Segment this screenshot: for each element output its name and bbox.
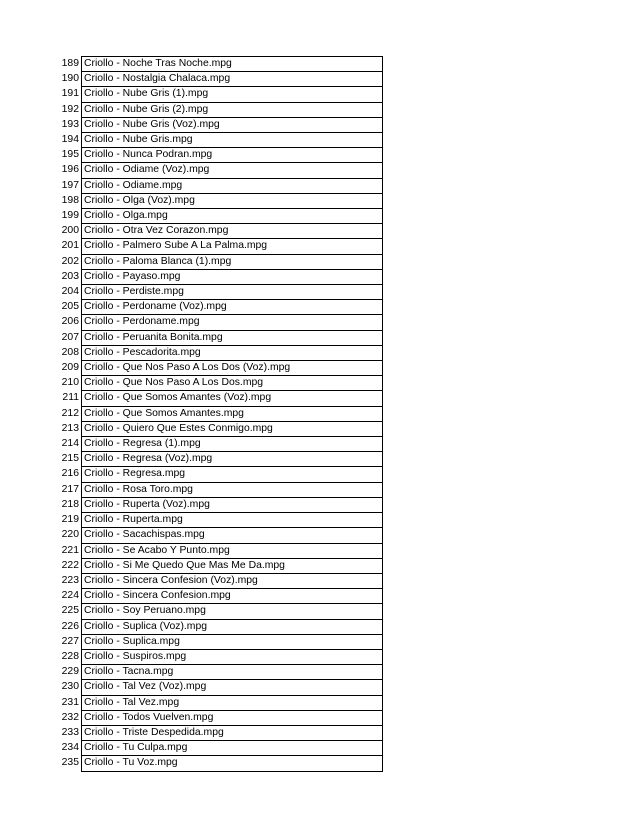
table-row <box>58 680 383 695</box>
table-row <box>58 421 383 436</box>
row-number: 196 <box>61 164 79 176</box>
table-row <box>58 376 383 391</box>
table-row <box>58 634 383 649</box>
file-name-cell[interactable]: Criollo - Quiero Que Estes Conmigo.mpg <box>82 421 383 436</box>
file-name-cell[interactable]: Criollo - Ruperta (Voz).mpg <box>82 497 383 512</box>
table-row <box>58 300 383 315</box>
file-name-cell[interactable]: Criollo - Que Nos Paso A Los Dos.mpg <box>82 376 383 391</box>
file-name-cell[interactable]: Criollo - Tacna.mpg <box>82 665 383 680</box>
file-name-cell[interactable]: Criollo - Tu Voz.mpg <box>82 756 383 771</box>
row-number: 202 <box>61 255 79 267</box>
table-row <box>58 330 383 345</box>
file-name-cell[interactable]: Criollo - Sacachispas.mpg <box>82 528 383 543</box>
row-number: 199 <box>61 210 79 222</box>
row-number: 204 <box>61 286 79 298</box>
table-row <box>58 87 383 102</box>
row-number: 208 <box>61 346 79 358</box>
row-number: 215 <box>61 453 79 465</box>
row-number: 207 <box>61 331 79 343</box>
file-name-cell[interactable]: Criollo - Si Me Quedo Que Mas Me Da.mpg <box>82 558 383 573</box>
table-row <box>58 102 383 117</box>
row-number: 230 <box>61 681 79 693</box>
file-name-cell[interactable]: Criollo - Perdoname.mpg <box>82 315 383 330</box>
row-number: 210 <box>61 377 79 389</box>
row-number: 209 <box>61 362 79 374</box>
row-number: 235 <box>61 757 79 769</box>
file-name-cell[interactable]: Criollo - Nunca Podran.mpg <box>82 148 383 163</box>
table-row <box>58 209 383 224</box>
row-number: 214 <box>61 438 79 450</box>
table-row <box>58 193 383 208</box>
row-number: 200 <box>61 225 79 237</box>
row-number: 217 <box>61 483 79 495</box>
table-row <box>58 528 383 543</box>
file-name-cell[interactable]: Criollo - Tal Vez.mpg <box>82 695 383 710</box>
table-row <box>58 589 383 604</box>
row-number: 201 <box>61 240 79 252</box>
row-number: 198 <box>61 194 79 206</box>
table-row <box>58 269 383 284</box>
file-name-cell[interactable]: Criollo - Ruperta.mpg <box>82 513 383 528</box>
file-name-cell[interactable]: Criollo - Regresa (1).mpg <box>82 437 383 452</box>
row-number: 228 <box>61 650 79 662</box>
table-row <box>58 178 383 193</box>
row-number: 216 <box>61 468 79 480</box>
table-row <box>58 482 383 497</box>
row-number: 189 <box>61 58 79 69</box>
file-name-cell[interactable]: Criollo - Paloma Blanca (1).mpg <box>82 254 383 269</box>
row-number: 212 <box>61 407 79 419</box>
file-name-cell[interactable]: Criollo - Odiame (Voz).mpg <box>82 163 383 178</box>
table-row <box>58 239 383 254</box>
file-name-cell[interactable]: Criollo - Perdiste.mpg <box>82 285 383 300</box>
row-number: 194 <box>61 134 79 146</box>
row-number: 191 <box>61 88 79 100</box>
file-name-cell[interactable]: Criollo - Sincera Confesion (Voz).mpg <box>82 573 383 588</box>
table-row <box>58 148 383 163</box>
row-number: 218 <box>61 498 79 510</box>
row-number: 206 <box>61 316 79 328</box>
table-row <box>58 573 383 588</box>
row-number: 220 <box>61 529 79 541</box>
row-number: 205 <box>61 301 79 313</box>
file-name-cell[interactable]: Criollo - Payaso.mpg <box>82 269 383 284</box>
file-name-cell[interactable]: Criollo - Odiame.mpg <box>82 178 383 193</box>
table-row <box>58 406 383 421</box>
table-row <box>58 224 383 239</box>
row-number: 226 <box>61 620 79 632</box>
table-row <box>58 391 383 406</box>
row-number: 234 <box>61 742 79 754</box>
row-number: 193 <box>61 118 79 130</box>
file-name-cell[interactable]: Criollo - Que Nos Paso A Los Dos (Voz).mpg <box>82 361 383 376</box>
row-number: 190 <box>61 73 79 85</box>
table-row <box>58 543 383 558</box>
table-row <box>58 452 383 467</box>
table-row <box>58 741 383 756</box>
row-number: 219 <box>61 514 79 526</box>
file-name-cell[interactable]: Criollo - Tal Vez (Voz).mpg <box>82 680 383 695</box>
file-name-cell[interactable]: Criollo - Todos Vuelven.mpg <box>82 710 383 725</box>
table-row <box>58 133 383 148</box>
row-number: 195 <box>61 149 79 161</box>
file-name-cell[interactable]: Criollo - Rosa Toro.mpg <box>82 482 383 497</box>
table-row <box>58 513 383 528</box>
table-row <box>58 756 383 771</box>
file-name-cell[interactable]: Criollo - Olga.mpg <box>82 209 383 224</box>
table-row <box>58 361 383 376</box>
file-name-cell[interactable]: Criollo - Triste Despedida.mpg <box>82 725 383 740</box>
row-number: 192 <box>61 103 79 115</box>
row-number: 211 <box>62 392 79 404</box>
row-number: 232 <box>61 711 79 723</box>
file-name-cell[interactable]: Criollo - Pescadorita.mpg <box>82 345 383 360</box>
file-name-cell[interactable]: Criollo - Perdoname (Voz).mpg <box>82 300 383 315</box>
table-row <box>58 285 383 300</box>
file-name-cell[interactable]: Criollo - Otra Vez Corazon.mpg <box>82 224 383 239</box>
file-name-cell[interactable]: Criollo - Nube Gris.mpg <box>82 133 383 148</box>
row-number: 203 <box>61 270 79 282</box>
file-name-cell[interactable]: Criollo - Suplica (Voz).mpg <box>82 619 383 634</box>
file-list-body <box>58 57 383 772</box>
table-row <box>58 619 383 634</box>
table-row <box>58 710 383 725</box>
row-number: 229 <box>61 666 79 678</box>
file-name-cell[interactable]: Criollo - Nube Gris (2).mpg <box>82 102 383 117</box>
file-name-cell[interactable]: Criollo - Regresa (Voz).mpg <box>82 452 383 467</box>
row-number: 227 <box>61 635 79 647</box>
table-row <box>58 57 383 72</box>
file-name-cell[interactable]: Criollo - Noche Tras Noche.mpg <box>82 57 383 72</box>
row-number: 225 <box>61 605 79 617</box>
file-name-cell[interactable]: Criollo - Que Somos Amantes (Voz).mpg <box>82 391 383 406</box>
row-number: 223 <box>61 574 79 586</box>
table-row <box>58 254 383 269</box>
row-number: 197 <box>61 179 79 191</box>
table-row <box>58 604 383 619</box>
table-row <box>58 315 383 330</box>
table-row <box>58 695 383 710</box>
row-number: 221 <box>61 544 79 556</box>
file-name-cell[interactable]: Criollo - Nube Gris (1).mpg <box>82 87 383 102</box>
file-name-cell[interactable]: Criollo - Soy Peruano.mpg <box>82 604 383 619</box>
table-row <box>58 437 383 452</box>
file-name-cell[interactable]: Criollo - Regresa.mpg <box>82 467 383 482</box>
row-number: 222 <box>61 559 79 571</box>
row-number: 233 <box>61 726 79 738</box>
file-name-cell[interactable]: Criollo - Nube Gris (Voz).mpg <box>82 117 383 132</box>
file-name-cell[interactable]: Criollo - Tu Culpa.mpg <box>82 741 383 756</box>
table-row <box>58 558 383 573</box>
table-row <box>58 665 383 680</box>
table-row <box>58 497 383 512</box>
file-name-cell[interactable]: Criollo - Que Somos Amantes.mpg <box>82 406 383 421</box>
file-name-cell[interactable]: Criollo - Suspiros.mpg <box>82 649 383 664</box>
table-row <box>58 163 383 178</box>
table-row <box>58 72 383 87</box>
row-number: 231 <box>61 696 79 708</box>
file-name-cell[interactable]: Criollo - Se Acabo Y Punto.mpg <box>82 543 383 558</box>
table-row <box>58 649 383 664</box>
table-row <box>58 725 383 740</box>
file-name-cell[interactable]: Criollo - Peruanita Bonita.mpg <box>82 330 383 345</box>
row-number: 213 <box>61 422 79 434</box>
file-name-cell[interactable]: Criollo - Sincera Confesion.mpg <box>82 589 383 604</box>
table-row <box>58 345 383 360</box>
row-number: 224 <box>61 590 79 602</box>
file-name-cell[interactable]: Criollo - Olga (Voz).mpg <box>82 193 383 208</box>
file-list-table <box>58 56 383 772</box>
table-row <box>58 117 383 132</box>
file-name-cell[interactable]: Criollo - Palmero Sube A La Palma.mpg <box>82 239 383 254</box>
file-name-cell[interactable]: Criollo - Suplica.mpg <box>82 634 383 649</box>
file-name-cell[interactable]: Criollo - Nostalgia Chalaca.mpg <box>82 72 383 87</box>
table-row <box>58 467 383 482</box>
